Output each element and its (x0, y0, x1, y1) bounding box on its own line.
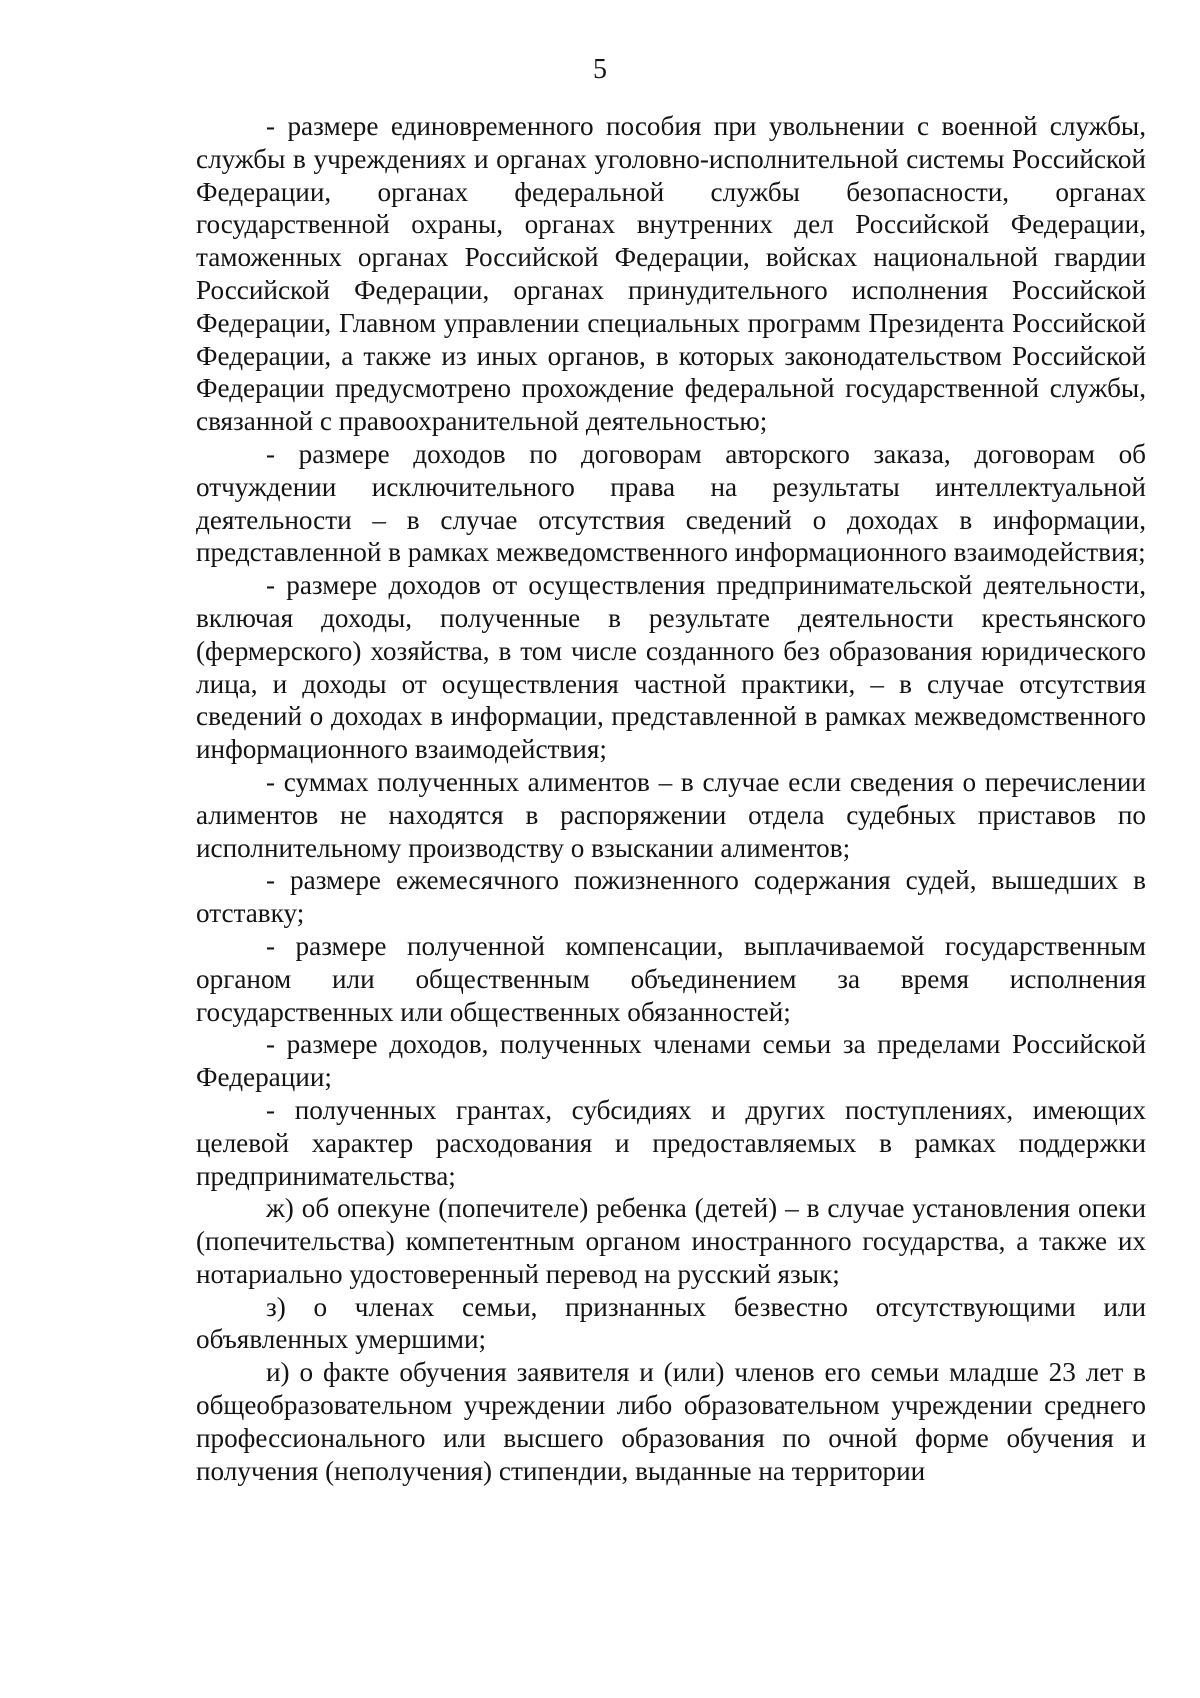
paragraph-item-z-missing-members: з) о членах семьи, признанных безвестно отсутствующими или объявленных умершими; (196, 1291, 1146, 1355)
paragraph-business-income: - размере доходов от осуществления предпринимательской деятельности, включая доходы, полученные в результате деятельности крестьянского (фермерского) хозяйства, в том числе созданного без образования юридического лица, и доходы от осуществления частной практики, – в случае отсутствия сведений о доходах в информации, представленной в рамках межведомственного информационного взаимодействия; (196, 570, 1146, 765)
paragraph-alimony: - суммах полученных алиментов – в случае если сведения о перечислении алиментов не находятся в распоряжении отдела судебных приставов по исполнительному производству о взыскании алиментов; (196, 766, 1146, 863)
paragraph-compensation: - размере полученной компенсации, выплачиваемой государственным органом или общественным объединением за время исполнения государственных или общественных обязанностей; (196, 930, 1146, 1027)
paragraph-judge-allowance: - размере ежемесячного пожизненного содержания судей, вышедших в отставку; (196, 865, 1146, 929)
paragraph-foreign-income: - размере доходов, полученных членами семьи за пределами Российской Федерации; (196, 1029, 1146, 1093)
paragraph-item-zh-guardian: ж) об опекуне (попечителе) ребенка (детей) – в случае установления опеки (попечительства) компетентным органом иностранного государства, а также их нотариально удостоверенный перевод на русский язык; (196, 1193, 1146, 1289)
document-body (196, 110, 1146, 1487)
paragraph-lump-sum-allowance: - размере единовременного пособия при увольнении с военной службы, службы в учреждениях и органах уголовно-исполнительной системы Российской Федерации, органах федеральной службы безопасности, органах государственной охраны, органах внутренних дел Российской Федерации, таможенных органах Российской Федерации, войсках национальной гвардии Российской Федерации, органах принудительного исполнения Российской Федерации, Главном управлении специальных программ Президента Российской Федерации, а также из иных органов, в которых законодательством Российской Федерации предусмотрено прохождение федеральной государственной службы, связанной с правоохранительной деятельностью; (196, 111, 1146, 437)
paragraph-author-contract-income: - размере доходов по договорам авторского заказа, договорам об отчуждении исключительного права на результаты интеллектуальной деятельности – в случае отсутствия сведений о доходах в информации, представленной в рамках межведомственного информационного взаимодействия; (196, 438, 1146, 568)
paragraph-item-i-education: и) о факте обучения заявителя и (или) членов его семьи младше 23 лет в общеобразовательном учреждении либо образовательном учреждении среднего профессионального или высшего образования по очной форме обучения и получения (неполучения) стипендии, выданные на территории (196, 1357, 1146, 1486)
paragraph-grants-subsidies: - полученных грантах, субсидиях и других поступлениях, имеющих целевой характер расходования и предоставляемых в рамках поддержки предпринимательства; (196, 1094, 1146, 1191)
page-number: 5 (593, 54, 607, 85)
